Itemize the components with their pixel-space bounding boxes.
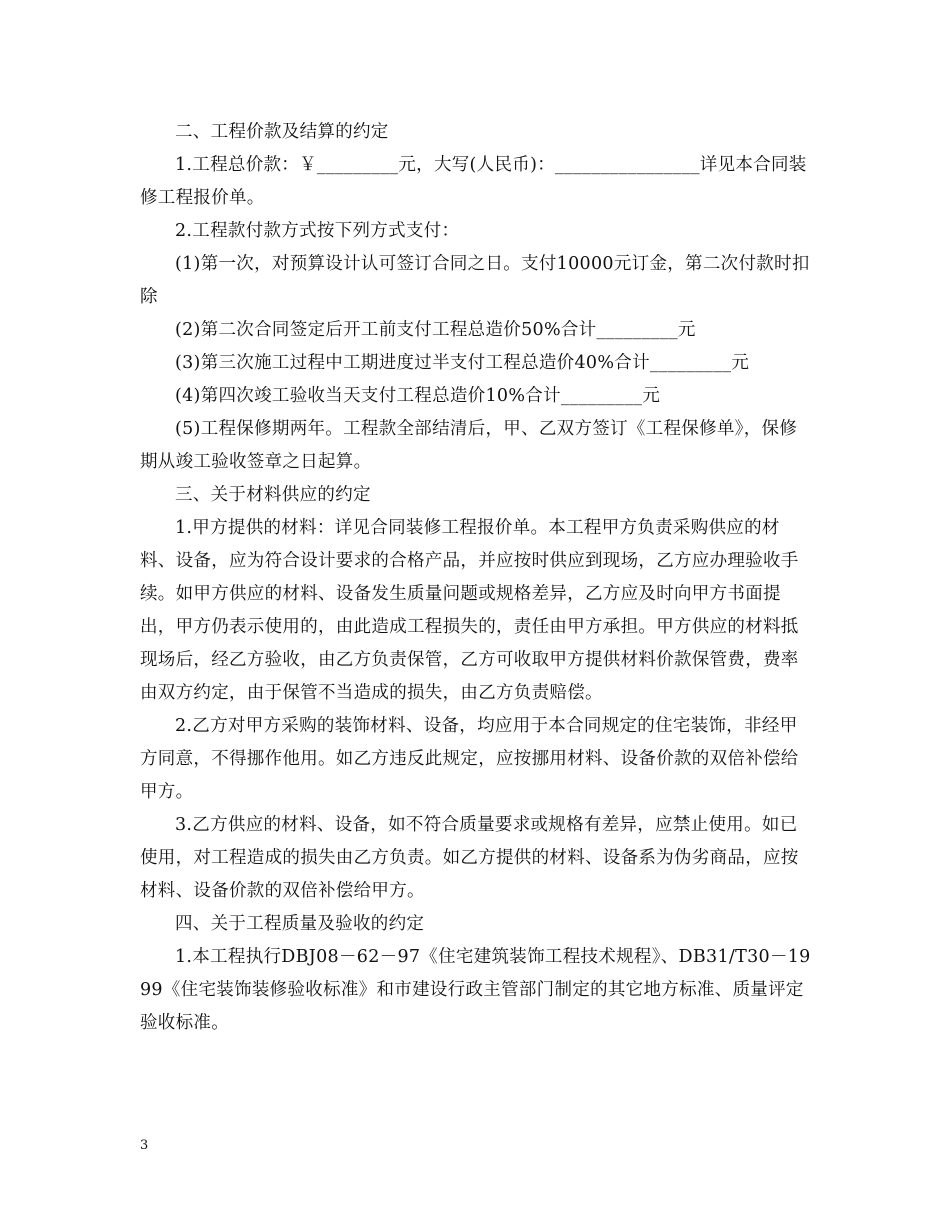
paragraph-payment-first: (1)第一次，对预算设计认可签订合同之日。支付10000元订金，第二次付款时扣除	[140, 254, 810, 307]
paragraph-warranty: (5)工程保修期两年。工程款全部结清后，甲、乙双方签订《工程保修单》，保修期从竣工验收签章之日起算。	[140, 419, 798, 472]
paragraph-total-price: 1.工程总价款：￥_________元，大写(人民币)：________________详见本合同装修工程报价单。	[140, 155, 807, 208]
paragraph-payment-fourth: (4)第四次竣工验收当天支付工程总造价10%合计_________元	[175, 386, 661, 406]
paragraph-materials-party-b: 3.乙方供应的材料、设备，如不符合质量要求或规格有差异，应禁止使用。如已使用，对工程造成的损失由乙方负责。如乙方提供的材料、设备系为伪劣商品，应按材料、设备价款的双倍补偿给甲方。	[140, 815, 799, 901]
page-number: 3	[140, 1138, 149, 1153]
paragraph-materials-party-a: 1.甲方提供的材料：详见合同装修工程报价单。本工程甲方负责采购供应的材料、设备，应为符合设计要求的合格产品，并应按时供应到现场，乙方应办理验收手续。如甲方供应的材料、设备发生质量问题或规格差异，乙方应及时向甲方书面提出，甲方仍表示使用的，由此造成工程损失的，责任由甲方承担。甲方供应的材料抵现场后，经乙方验收，由乙方负责保管，乙方可收取甲方提供材料价款保管费，费率由双方约定，由于保管不当造成的损失，由乙方负责赔偿。	[140, 518, 799, 703]
section-heading-quality: 四、关于工程质量及验收的约定	[175, 914, 425, 934]
paragraph-materials-usage: 2.乙方对甲方采购的装饰材料、设备，均应用于本合同规定的住宅装饰，非经甲方同意，不得挪作他用。如乙方违反此规定，应按挪用材料、设备价款的双倍补偿给甲方。	[140, 716, 799, 802]
paragraph-payment-method: 2.工程款付款方式按下列方式支付：	[175, 221, 460, 241]
section-heading-materials: 三、关于材料供应的约定	[175, 485, 371, 505]
paragraph-payment-second: (2)第二次合同签定后开工前支付工程总造价50%合计_________元	[175, 320, 696, 340]
section-heading-pricing: 二、工程价款及结算的约定	[175, 122, 389, 142]
paragraph-quality-standards: 1.本工程执行DBJ08－62－97《住宅建筑装饰工程技术规程》、DB31/T30－1999《住宅装饰装修验收标准》和市建设行政主管部门制定的其它地方标准、质量评定验收标准。	[140, 947, 811, 1033]
paragraph-payment-third: (3)第三次施工过程中工期进度过半支付工程总造价40%合计_________元	[175, 353, 750, 373]
document-body	[140, 116, 812, 1040]
